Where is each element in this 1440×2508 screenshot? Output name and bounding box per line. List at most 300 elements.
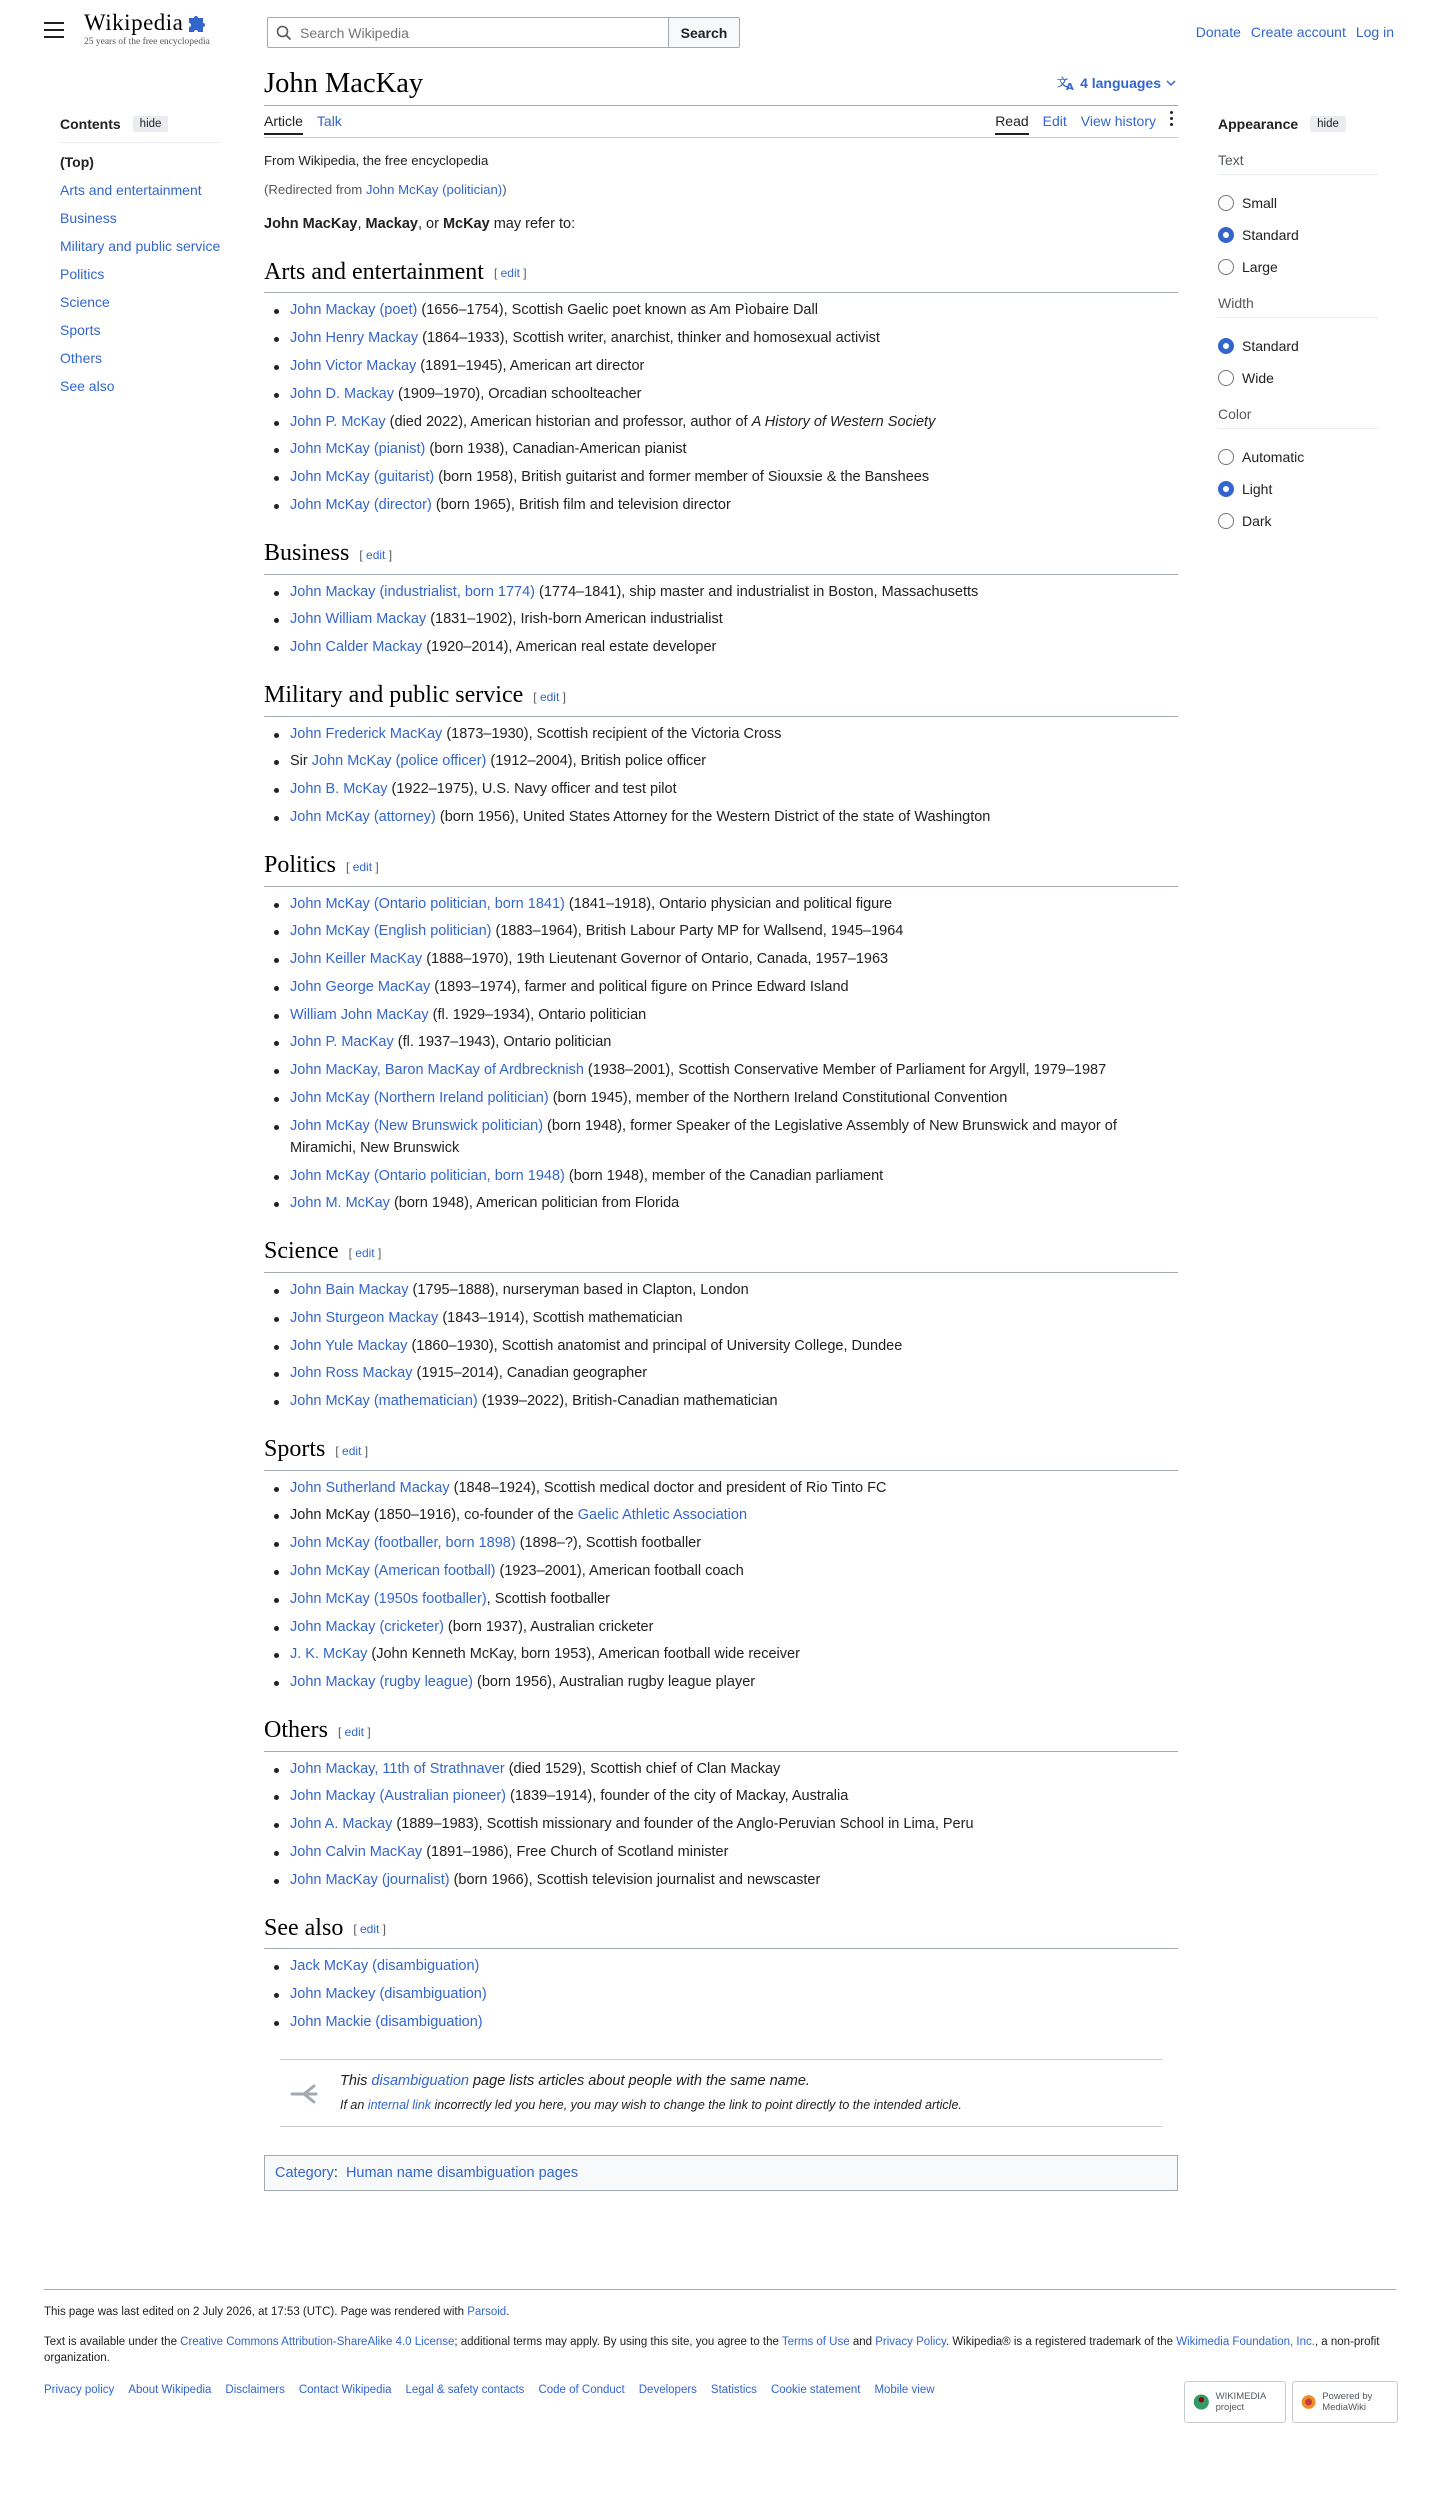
radio-icon [1218, 370, 1234, 386]
inline-link[interactable]: J. K. McKay [290, 1646, 368, 1663]
redirect-link[interactable]: John McKay (politician) [365, 182, 503, 197]
tab-edit[interactable]: Edit [1042, 113, 1067, 129]
inline-link[interactable]: John Henry Mackay [290, 330, 419, 347]
redirect-suffix: ) [502, 182, 507, 197]
section-title: Others [264, 1717, 328, 1744]
section-edit-link[interactable]: edit [342, 1443, 362, 1458]
inline-link[interactable]: Privacy Policy [875, 2336, 946, 2348]
radio-icon [1218, 513, 1234, 529]
wikimedia-badge-text: WIKIMEDIA project [1215, 2391, 1266, 2413]
radio-icon [1218, 195, 1234, 211]
svg-text:A: A [1066, 82, 1074, 91]
plain-text: may refer to: [489, 216, 576, 232]
section-edit-link[interactable]: edit [539, 689, 560, 704]
footer-link-privacy[interactable]: Privacy policy [44, 2384, 115, 2396]
search-icon [276, 25, 292, 41]
create-account-link[interactable]: Create account [1250, 24, 1346, 40]
category-label-link[interactable]: Category [275, 2164, 334, 2181]
inline-link[interactable]: John Calder Mackay [290, 639, 423, 656]
plain-text: (1915–2014), Canadian geographer [412, 1365, 648, 1382]
inline-link[interactable]: John P. McKay [290, 413, 386, 430]
section-edit-link[interactable]: edit [500, 266, 520, 281]
list-item [290, 1004, 1178, 1026]
section-heading [264, 1434, 1178, 1470]
section-heading [264, 1913, 1178, 1949]
inline-link[interactable]: Creative Commons Attribution-ShareAlike 4.0 License [180, 2336, 455, 2348]
logo-wordmark: Wikipedia [84, 10, 184, 35]
inline-link[interactable]: Gaelic Athletic Association [577, 1507, 748, 1524]
inline-link[interactable]: John McKay (Northern Ireland politician) [290, 1090, 549, 1107]
tabs-divider [264, 137, 1178, 138]
inline-link[interactable]: John McKay (Ontario politician, born 1841) [290, 895, 565, 912]
inline-link[interactable]: John McKay (footballer, born 1898) [290, 1535, 516, 1552]
toc-item-business[interactable]: Business [60, 210, 117, 226]
bold-text: John MacKay [264, 216, 358, 232]
plain-text: (1923–2001), American football coach [495, 1563, 744, 1580]
width-label: Width [1218, 295, 1254, 311]
plain-text: and [849, 2336, 876, 2348]
plain-text: (born 1948), member of the Canadian parliament [564, 1167, 884, 1184]
list-item [290, 1390, 1178, 1412]
section-edit: [ edit ] [335, 1443, 369, 1458]
category-link[interactable]: Human name disambiguation pages [345, 2164, 579, 2181]
language-button[interactable] [1057, 75, 1176, 91]
search-input[interactable] [298, 24, 642, 42]
inline-link[interactable]: John Frederick MacKay [290, 725, 443, 742]
list-item [290, 1671, 1178, 1693]
list-item [290, 1087, 1178, 1109]
toc-item-military[interactable]: Military and public service [60, 238, 221, 254]
main-menu-button[interactable] [44, 22, 64, 38]
text-size-section [1218, 152, 1378, 283]
inline-link[interactable]: John William Mackay [290, 611, 427, 628]
text-size-label: Text [1218, 152, 1244, 168]
sections-container [264, 257, 1178, 2033]
list-item [290, 608, 1178, 630]
plain-text: (1939–2022), British-Canadian mathematician [477, 1393, 778, 1410]
list-item [290, 1165, 1178, 1187]
footer-link-developers[interactable]: Developers [638, 2384, 697, 2396]
inline-link[interactable]: John Mackey (disambiguation) [290, 1986, 487, 2003]
section-edit-link[interactable]: edit [366, 547, 386, 562]
plain-text: (1889–1983), Scottish missionary and founder of the Anglo-Peruvian School in Lima, Peru [392, 1816, 974, 1833]
redirect-prefix: (Redirected from [264, 182, 366, 197]
toc-item-others[interactable]: Others [60, 350, 103, 366]
section-edit-link[interactable]: edit [344, 1724, 365, 1739]
text-standard-option[interactable] [1218, 219, 1378, 251]
list-item [290, 1616, 1178, 1638]
plain-text: (1841–1918), Ontario physician and political figure [564, 895, 893, 912]
list-item [290, 920, 1178, 942]
language-count: 4 languages [1080, 75, 1161, 91]
site-tagline: From Wikipedia, the free encyclopedia [264, 153, 489, 168]
toc-item-sports[interactable]: Sports [60, 322, 101, 338]
list-item [290, 1813, 1178, 1835]
inline-link[interactable]: John Mackay (poet) [290, 302, 418, 319]
plain-text: . Wikipedia® is a registered trademark of the [945, 2336, 1177, 2348]
disambiguation-notice [280, 2059, 1162, 2127]
plain-text: (1912–2004), British police officer [486, 753, 707, 770]
plain-text: (1891–1945), American art director [416, 358, 645, 375]
plain-text: (born 1958), British guitarist and former member of Siouxsie & the Banshees [434, 469, 930, 486]
plain-text: (born 1948), American politician from Florida [389, 1195, 680, 1212]
list-item [290, 1477, 1178, 1499]
list-item [290, 327, 1178, 349]
mediawiki-badge-text: Powered by MediaWiki [1322, 2391, 1373, 2413]
tab-article[interactable]: Article [264, 113, 303, 135]
inline-link[interactable]: John McKay (police officer) [311, 753, 487, 770]
footer-link-disclaimers[interactable]: Disclaimers [225, 2384, 285, 2396]
list-item [290, 1031, 1178, 1053]
inline-link[interactable]: John Mackie (disambiguation) [290, 2013, 483, 2030]
width-wide-option[interactable] [1218, 362, 1378, 394]
plain-text: (1891–1986), Free Church of Scotland minister [422, 1844, 729, 1861]
italic-text: A History of Western Society [751, 413, 936, 430]
footer-link-legal[interactable]: Legal & safety contacts [405, 2384, 525, 2396]
plain-text: (born 1956), Australian rugby league player [472, 1674, 756, 1691]
footer-link-cookie[interactable]: Cookie statement [770, 2384, 861, 2396]
section-list [264, 893, 1178, 1215]
list-item [290, 1115, 1178, 1159]
list-item [290, 750, 1178, 772]
plain-text: ; additional terms may apply. By using this site, you agree to the [454, 2336, 782, 2348]
mediawiki-badge[interactable] [1292, 2381, 1398, 2423]
plain-text: , a non-profit organization. [44, 2336, 1380, 2364]
list-item [290, 723, 1178, 745]
inline-link[interactable]: John McKay (1950s footballer) [290, 1590, 487, 1607]
footer-link-conduct[interactable]: Code of Conduct [538, 2384, 625, 2396]
list-item [290, 1560, 1178, 1582]
radio-selected-icon [1218, 227, 1234, 243]
bold-text: McKay [442, 216, 490, 232]
section-heading [264, 1715, 1178, 1751]
svg-text:文: 文 [1057, 76, 1069, 89]
plain-text: (fl. 1937–1943), Ontario politician [393, 1034, 612, 1051]
section-title: Science [264, 1238, 339, 1265]
translate-icon [1057, 75, 1075, 91]
section-list [264, 1279, 1178, 1412]
inline-link[interactable]: John B. McKay [290, 781, 388, 798]
wikimedia-icon [1193, 2391, 1210, 2413]
inline-link[interactable]: Jack McKay (disambiguation) [290, 1958, 480, 1975]
section-heading [264, 680, 1178, 716]
toc-item-top[interactable]: (Top) [60, 154, 94, 170]
list-item [290, 1192, 1178, 1214]
wikimedia-badge[interactable] [1184, 2381, 1286, 2423]
inline-link[interactable]: John Ross Mackay [290, 1365, 413, 1382]
plain-text: This page was last edited on 2 July 2026, at 17:53 (UTC). Page was rendered with [44, 2306, 468, 2318]
inline-link[interactable]: John M. McKay [290, 1195, 390, 1212]
plain-text: (born 1956), United States Attorney for the Western District of the state of Washington [435, 809, 991, 826]
chevron-down-icon [1166, 79, 1176, 87]
section-heading [264, 1236, 1178, 1272]
section-edit-link[interactable]: edit [352, 859, 373, 874]
list-item [290, 2011, 1178, 2033]
option-label: Small [1242, 195, 1278, 211]
list-item [290, 438, 1178, 460]
plain-text: (born 1938), Canadian-American pianist [425, 441, 687, 458]
plain-text: , Scottish footballer [486, 1590, 610, 1607]
section-title: Politics [264, 852, 337, 879]
section-list [264, 1477, 1178, 1694]
inline-link[interactable]: John D. Mackay [290, 385, 394, 402]
plain-text: If an [340, 2097, 368, 2112]
plain-text: (1893–1974), farmer and political figure on Prince Edward Island [430, 978, 849, 995]
plain-text: (John Kenneth McKay, born 1953), American football wide receiver [367, 1646, 800, 1663]
list-item [290, 806, 1178, 828]
inline-link[interactable]: John P. MacKay [290, 1034, 394, 1051]
list-item [290, 1362, 1178, 1384]
inline-link[interactable]: John McKay (English politician) [290, 923, 492, 940]
list-item [290, 1588, 1178, 1610]
appearance-hide-button[interactable]: hide [1310, 116, 1346, 132]
option-label: Standard [1242, 338, 1299, 354]
plain-text: (1873–1930), Scottish recipient of the Victoria Cross [442, 725, 782, 742]
toc-title: Contents [60, 116, 121, 132]
list-item [290, 893, 1178, 915]
plain-text: (1774–1841), ship master and industrialist in Boston, Massachusetts [535, 583, 979, 600]
logo-tagline: 25 years of the free encyclopedia [84, 37, 210, 47]
list-item [290, 1307, 1178, 1329]
plain-text: (1922–1975), U.S. Navy officer and test pilot [387, 781, 677, 798]
inline-link[interactable]: John McKay (American football) [290, 1563, 496, 1580]
inline-link[interactable]: John MacKay, Baron MacKay of Ardbrecknish [290, 1062, 584, 1079]
plain-text: (1883–1964), British Labour Party MP for Wallsend, 1945–1964 [491, 923, 904, 940]
inline-link[interactable]: John McKay (New Brunswick politician) [290, 1117, 544, 1134]
search-button[interactable]: Search [669, 17, 740, 48]
redirect-notice [264, 179, 1178, 201]
section-title: Sports [264, 1436, 326, 1463]
inline-link[interactable]: John Mackay (rugby league) [290, 1674, 473, 1691]
tab-read[interactable]: Read [995, 113, 1028, 135]
plain-text: (1898–?), Scottish footballer [515, 1535, 702, 1552]
list-item [290, 1279, 1178, 1301]
inline-link[interactable]: John Sutherland Mackay [290, 1479, 450, 1496]
inline-link[interactable]: disambiguation [371, 2072, 469, 2089]
inline-link[interactable]: John Mackay (industrialist, born 1774) [290, 583, 536, 600]
user-links [1196, 24, 1394, 40]
footer-link-contact[interactable]: Contact Wikipedia [298, 2384, 392, 2396]
toc-item-politics[interactable]: Politics [60, 266, 105, 282]
text-small-option[interactable] [1218, 187, 1378, 219]
toc-item-see-also[interactable]: See also [60, 378, 115, 394]
plain-text: (1888–1970), 19th Lieutenant Governor of Ontario, Canada, 1957–1963 [422, 951, 889, 968]
plain-text: (1839–1914), founder of the city of Mackay, Australia [506, 1788, 849, 1805]
inline-link[interactable]: John McKay (mathematician) [290, 1393, 478, 1410]
section-heading [264, 538, 1178, 574]
section-list [264, 581, 1178, 659]
inline-link[interactable]: John McKay (Ontario politician, born 1948) [290, 1167, 565, 1184]
plain-text: (1848–1924), Scottish medical doctor and president of Rio Tinto FC [449, 1479, 887, 1496]
list-item [290, 411, 1178, 433]
inline-link[interactable]: John A. Mackay [290, 1816, 393, 1833]
footer-link-about[interactable]: About Wikipedia [128, 2384, 212, 2396]
inline-link[interactable]: William John MacKay [290, 1006, 429, 1023]
section-list [264, 299, 1178, 516]
plain-text: (died 1529), Scottish chief of Clan Mackay [504, 1760, 781, 1777]
section-edit-link[interactable]: edit [359, 1922, 380, 1937]
inline-link[interactable]: John Calvin MacKay [290, 1844, 423, 1861]
inline-link[interactable]: John McKay (attorney) [290, 809, 436, 826]
list-item [290, 383, 1178, 405]
plain-text: This [340, 2072, 372, 2089]
toc-hide-button[interactable]: hide [133, 116, 169, 132]
plain-text: (1656–1754), Scottish Gaelic poet known as Am Pìobaire Dall [417, 302, 818, 319]
list-item [290, 948, 1178, 970]
plain-text: (1909–1970), Orcadian schoolteacher [393, 385, 642, 402]
category-box: Category: Human name disambiguation pages [264, 2155, 1178, 2191]
view-tabs [995, 113, 1156, 135]
option-label: Light [1242, 481, 1273, 497]
toc-header [60, 116, 168, 132]
inline-link[interactable]: John McKay (guitarist) [290, 469, 435, 486]
plain-text: (1860–1930), Scottish anatomist and principal of University College, Dundee [407, 1337, 903, 1354]
search-field[interactable] [267, 17, 669, 48]
radio-selected-icon [1218, 338, 1234, 354]
plain-text: (fl. 1929–1934), Ontario politician [428, 1006, 647, 1023]
disambiguation-icon [290, 2078, 326, 2108]
list-item [290, 1841, 1178, 1863]
color-light-option[interactable] [1218, 473, 1378, 505]
last-edited-text [44, 2304, 1404, 2320]
color-dark-option[interactable] [1218, 505, 1378, 537]
inline-link[interactable]: John Mackay, 11th of Strathnaver [290, 1760, 505, 1777]
plain-text: (1920–2014), American real estate developer [422, 639, 717, 656]
inline-link[interactable]: Terms of Use [781, 2336, 850, 2348]
inline-link[interactable]: John McKay (director) [290, 497, 432, 514]
radio-selected-icon [1218, 481, 1234, 497]
inline-link[interactable]: Wikimedia Foundation, Inc. [1176, 2336, 1315, 2348]
plain-text: . [506, 2306, 510, 2318]
color-label: Color [1218, 406, 1252, 422]
inline-link[interactable]: John McKay (pianist) [290, 441, 426, 458]
plain-text: (1831–1902), Irish-born American industrialist [426, 611, 723, 628]
option-label: Wide [1242, 370, 1274, 386]
section-edit: [ edit ] [533, 689, 566, 704]
text-large-option[interactable] [1218, 251, 1378, 283]
inline-link[interactable]: John George MacKay [290, 978, 431, 995]
section-title: Arts and entertainment [264, 259, 484, 285]
plain-text: (born 1948), former Speaker of the Legislative Assembly of New Brunswick and mayor of Miramichi, New Brunswick [290, 1117, 1117, 1156]
width-standard-option[interactable] [1218, 330, 1378, 362]
plain-text: (1795–1888), nurseryman based in Clapton, London [408, 1281, 749, 1298]
footer-link-mobile[interactable]: Mobile view [874, 2384, 935, 2396]
plain-text: (born 1945), member of the Northern Ireland Constitutional Convention [548, 1090, 1008, 1107]
tab-talk[interactable]: Talk [316, 113, 342, 129]
plain-text: (1938–2001), Scottish Conservative Member of Parliament for Argyll, 1979–1987 [583, 1062, 1107, 1079]
color-section [1218, 406, 1378, 537]
list-item [290, 1955, 1178, 1977]
section-edit-link[interactable]: edit [355, 1245, 375, 1260]
list-item [290, 1532, 1178, 1554]
list-item [290, 1983, 1178, 2005]
plain-text: page lists articles about people with the same name. [468, 2072, 810, 2089]
plain-text: John McKay (1850–1916), co-founder of the [290, 1507, 578, 1524]
section-list [264, 723, 1178, 828]
section-edit: [ edit ] [337, 1724, 371, 1739]
inline-link[interactable]: John Keiller MacKay [290, 951, 423, 968]
plain-text: (born 1937), Australian cricketer [443, 1618, 654, 1635]
list-item [290, 1059, 1178, 1081]
disambiguation-subtext [340, 2094, 962, 2116]
list-item [290, 1335, 1178, 1357]
inline-link[interactable]: John MacKay (journalist) [290, 1871, 450, 1888]
inline-link[interactable]: John Victor Mackay [290, 358, 417, 375]
page-title: John MacKay [264, 68, 424, 99]
section-list [264, 1758, 1178, 1891]
option-label: Dark [1242, 513, 1272, 529]
section-edit: [ edit ] [493, 266, 527, 281]
appearance-header [1218, 116, 1346, 132]
more-tools-icon[interactable] [1170, 111, 1174, 129]
section-title: Business [264, 540, 350, 567]
section-edit: [ edit ] [348, 1245, 382, 1260]
inline-link[interactable]: John Sturgeon Mackay [290, 1309, 439, 1326]
wikipedia-logo[interactable] [84, 10, 230, 54]
plain-text: Text is available under the [44, 2336, 181, 2348]
section-list [264, 1955, 1178, 2033]
inline-link[interactable]: John Mackay (Australian pioneer) [290, 1788, 506, 1805]
footer-link-statistics[interactable]: Statistics [710, 2384, 757, 2396]
inline-link[interactable]: John Yule Mackay [290, 1337, 408, 1354]
section-heading [264, 850, 1178, 886]
inline-link[interactable]: John Bain Mackay [290, 1281, 409, 1298]
section-edit: [ edit ] [353, 1922, 387, 1937]
list-item [290, 581, 1178, 603]
inline-link[interactable]: John Mackay (cricketer) [290, 1618, 444, 1635]
section-title: Military and public service [264, 682, 524, 709]
license-text [44, 2334, 1404, 2366]
list-item [290, 1758, 1178, 1780]
radio-icon [1218, 449, 1234, 465]
list-item [290, 466, 1178, 488]
option-label: Standard [1242, 227, 1299, 243]
plain-text: , or [417, 216, 443, 232]
inline-link[interactable]: Parsoid [467, 2306, 507, 2318]
plain-text: (born 1965), British film and television director [431, 497, 731, 514]
plain-text: (1864–1933), Scottish writer, anarchist, thinker and homosexual activist [418, 330, 880, 347]
plain-text: (1843–1914), Scottish mathematician [438, 1309, 683, 1326]
tab-view-history[interactable]: View history [1080, 113, 1156, 129]
list-item [290, 976, 1178, 998]
list-item [290, 494, 1178, 516]
mediawiki-icon [1301, 2391, 1316, 2413]
disambiguation-text [340, 2070, 962, 2092]
plain-text: (died 2022), American historian and professor, author of [385, 413, 752, 430]
donate-link[interactable]: Donate [1195, 24, 1241, 40]
section-edit: [ edit ] [346, 859, 379, 874]
list-item [290, 299, 1178, 321]
section-heading [264, 257, 1178, 293]
footer-links [44, 2384, 935, 2396]
width-section [1218, 295, 1378, 394]
list-item [290, 1504, 1178, 1526]
appearance-title: Appearance [1218, 116, 1299, 132]
namespace-tabs [264, 113, 342, 135]
list-item [290, 778, 1178, 800]
plain-text: , [357, 216, 366, 232]
color-automatic-option[interactable] [1218, 441, 1378, 473]
inline-link[interactable]: internal link [367, 2097, 432, 2112]
bold-text: Mackay [365, 216, 418, 232]
toc-item-science[interactable]: Science [60, 294, 110, 310]
puzzle-globe-icon [185, 12, 207, 34]
log-in-link[interactable]: Log in [1355, 24, 1394, 40]
list-item [290, 1643, 1178, 1665]
toc-list [60, 154, 220, 406]
list-item [290, 355, 1178, 377]
toc-item-arts[interactable]: Arts and entertainment [60, 182, 202, 198]
